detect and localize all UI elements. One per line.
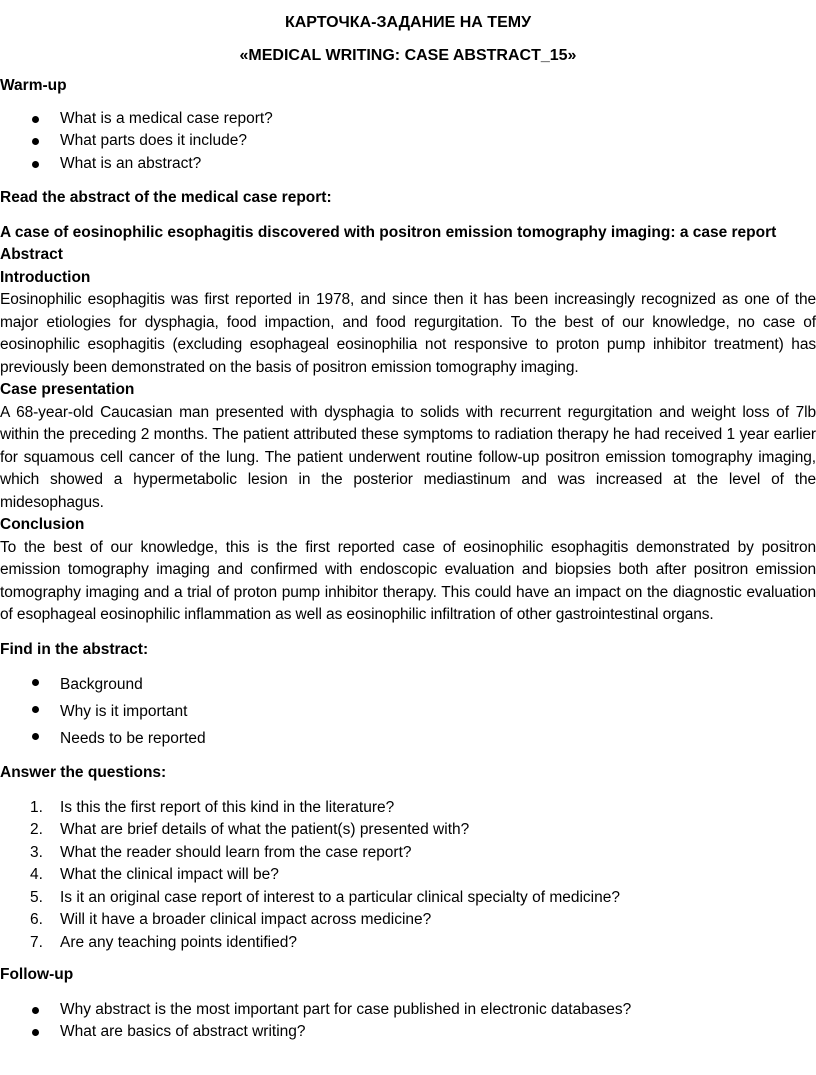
list-item [0,797,816,820]
list-item [0,909,816,932]
question-number: 5. [30,888,43,906]
list-item: Background [0,671,816,698]
question-text: What the reader should learn from the case report? [60,843,412,861]
list-item: Why is it important [0,698,816,725]
question-number: 6. [30,911,43,928]
list-item: Needs to be reported [0,725,816,752]
question-number: 4. [30,866,43,883]
case-presentation-text: A 68-year-old Caucasian man presented with dysphagia to solids with recurrent regurgitation and weight loss of 7lb within the preceding 2 months. The patient attributed these symptoms to radiation therapy he had received 1 year earlier for squamous cell cancer of the lung. The patient underwent routine follow-up positron emission tomography imaging, which showed a hypermetabolic lesion in the posterior mediastinum and was increased at the level of the midesophagus. [0,403,816,511]
question-text: What the clinical impact will be? [60,866,279,883]
abstract-label: Abstract [0,246,63,263]
list-item: What is a medical case report? [0,108,816,131]
warmup-heading: Warm-up [0,77,67,94]
list-item [0,887,816,910]
list-item: What are basics of abstract writing? [0,1021,816,1044]
followup-list [0,999,816,1044]
introduction-heading: Introduction [0,268,91,286]
find-heading: Find in the abstract: [0,640,149,658]
question-number: 7. [30,933,43,951]
list-item: What parts does it include? [0,130,816,153]
list-item [0,842,816,865]
question-number: 1. [30,798,43,816]
case-presentation-heading: Case presentation [0,381,135,398]
abstract-article-title: A case of eosinophilic esophagitis discovered with positron emission tomography imaging: a case report [0,223,777,241]
questions-list [0,797,816,955]
question-number: 3. [30,843,43,861]
document-title-line1: КАРТОЧКА-ЗАДАНИЕ НА ТЕМУ [284,14,532,31]
list-item [0,864,816,887]
warmup-list [0,108,816,176]
question-text: What are brief details of what the patient(s) presented with? [60,821,470,838]
conclusion-text: To the best of our knowledge, this is the first reported case of eosinophilic esophagitis demonstrated by positron emission tomography imaging and confirmed with endoscopic evaluation and biopsies both after positron emission tomography imaging and a trial of proton pump inhibitor therapy. This could have an impact on the diagnostic evaluation of esophageal eosinophilic inflammation as well as eosinophilic infiltration of other gastrointestinal organs. [0,538,816,623]
find-list [0,671,816,752]
question-text: Is this the first report of this kind in the literature? [60,798,395,816]
document-title-line2: «MEDICAL WRITING: CASE ABSTRACT_15» [239,47,577,64]
introduction-text: Eosinophilic esophagitis was first reported in 1978, and since then it has been increasingly recognized as one of the major etiologies for dysphagia, food impaction, and food regurgitation. To the best of our knowledge, no case of eosinophilic esophagitis (excluding esophageal eosinophilia not responsive to proton pump inhibitor treatment) has previously been demonstrated on the basis of positron emission tomography imaging. [0,291,816,376]
read-instruction: Read the abstract of the medical case report: [0,189,332,206]
question-text: Is it an original case report of interest to a particular clinical specialty of medicine? [60,888,620,906]
question-text: Will it have a broader clinical impact across medicine? [60,911,432,928]
list-item: What is an abstract? [0,153,816,176]
list-item: Why abstract is the most important part for case published in electronic databases? [0,999,816,1022]
questions-heading: Answer the questions: [0,764,167,781]
list-item [0,819,816,842]
followup-heading: Follow-up [0,966,74,983]
conclusion-heading: Conclusion [0,516,85,533]
question-text: Are any teaching points identified? [60,933,297,951]
question-number: 2. [30,821,43,838]
list-item [0,932,816,955]
